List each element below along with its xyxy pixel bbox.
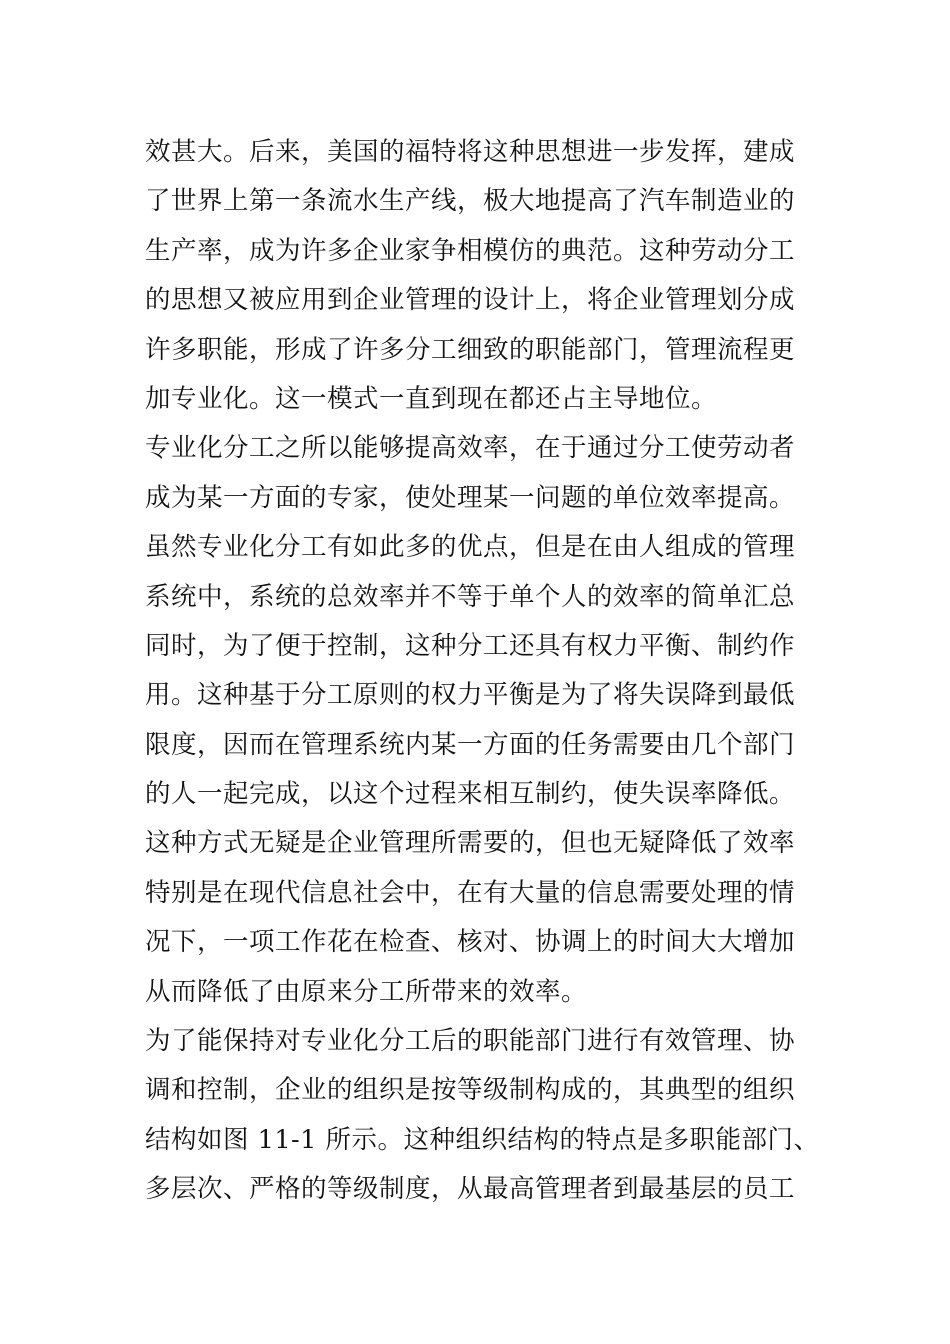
text-line: 的人一起完成，以这个过程来相互制约，使失误率降低。	[145, 779, 796, 810]
text-line: 特别是在现代信息社会中，在有大量的信息需要处理的情	[145, 877, 796, 908]
text-line: 从而降低了由原来分工所带来的效率。	[145, 976, 588, 1007]
text-line: 虽然专业化分工有如此多的优点，但是在由人组成的管理	[145, 532, 796, 563]
text-line: 加专业化。这一模式一直到现在都还占主导地位。	[145, 383, 718, 414]
body-text	[145, 128, 820, 1215]
text-line: 为了能保持对专业化分工后的职能部门进行有效管理、协	[145, 1026, 796, 1057]
text-line: 这种方式无疑是企业管理所需要的，但也无疑降低了效率	[145, 828, 796, 859]
text-line: 成为某一方面的专家，使处理某一问题的单位效率提高。	[145, 482, 796, 513]
text-line: 限度，因而在管理系统内某一方面的任务需要由几个部门	[145, 729, 796, 760]
text-line: 生产率，成为许多企业家争相模仿的典范。这种劳动分工	[145, 235, 796, 266]
text-line: 效甚大。后来，美国的福特将这种思想进一步发挥，建成	[145, 137, 796, 167]
text-line: 同时，为了便于控制，这种分工还具有权力平衡、制约作	[145, 630, 796, 661]
text-line: 多层次、严格的等级制度，从最高管理者到最基层的员工	[145, 1174, 796, 1205]
text-line: 许多职能，形成了许多分工细致的职能部门，管理流程更	[145, 334, 796, 365]
text-line: 用。这种基于分工原则的权力平衡是为了将失误降到最低	[145, 680, 796, 711]
text-line: 了世界上第一条流水生产线，极大地提高了汽车制造业的	[145, 186, 796, 217]
text-line: 况下，一项工作花在检查、核对、协调上的时间大大增加	[145, 927, 796, 958]
text-line: 结构如图 11-1 所示。这种组织结构的特点是多职能部门、	[145, 1124, 820, 1155]
text-line: 专业化分工之所以能够提高效率，在于通过分工使劳动者	[145, 433, 796, 464]
text-line: 的思想又被应用到企业管理的设计上，将企业管理划分成	[145, 285, 796, 316]
text-line: 调和控制，企业的组织是按等级制构成的，其典型的组织	[145, 1075, 796, 1106]
text-line: 系统中，系统的总效率并不等于单个人的效率的简单汇总	[145, 581, 796, 612]
